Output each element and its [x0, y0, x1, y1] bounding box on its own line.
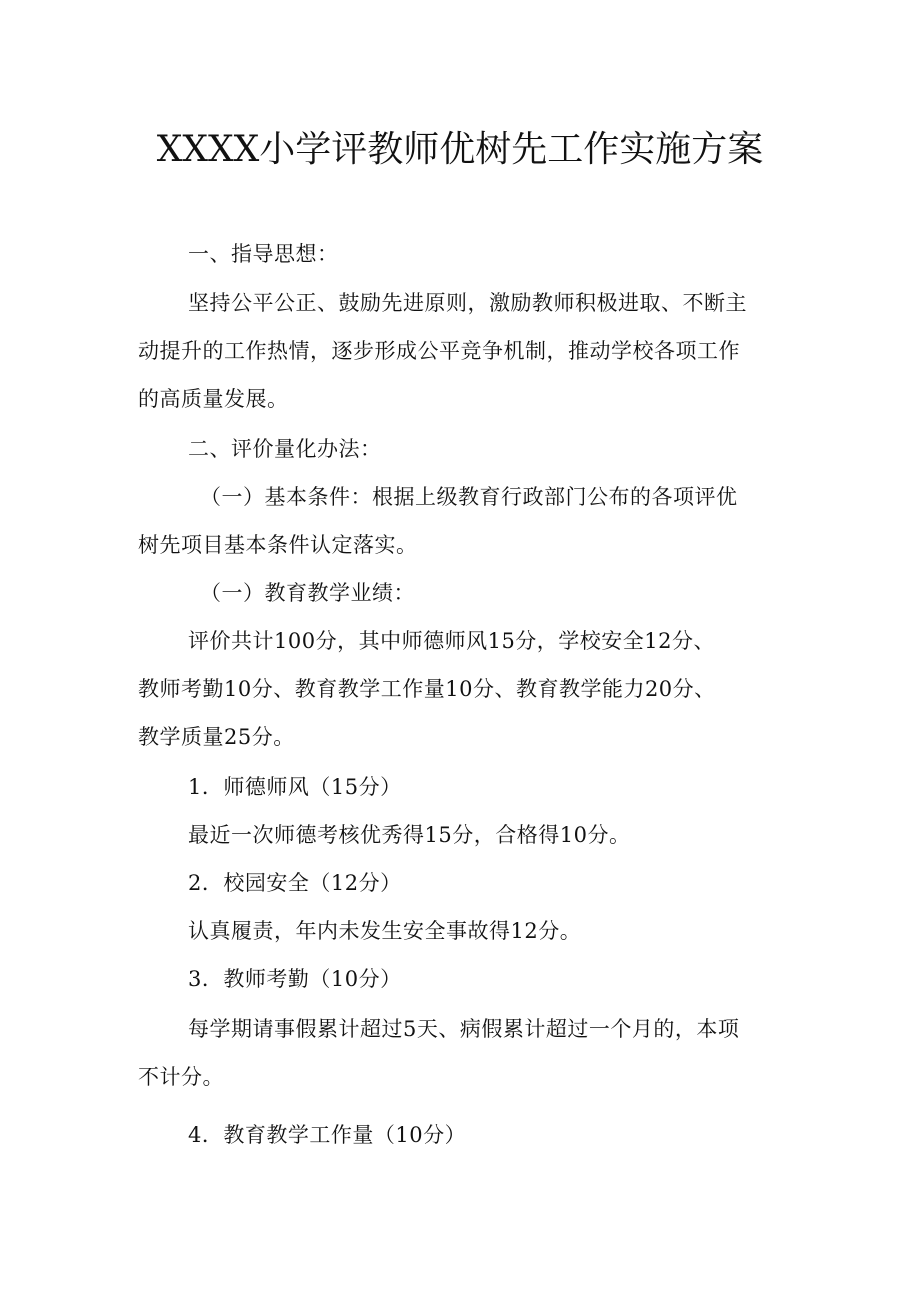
- paragraph-line: 动提升的工作热情，逐步形成公平竞争机制，推动学校各项工作: [138, 339, 740, 363]
- item-heading-ethics: 1．师德师风（15分）: [188, 775, 402, 799]
- section-heading-evaluation: 二、评价量化办法：: [188, 437, 382, 461]
- section-heading-guiding-thought: 一、指导思想：: [188, 242, 339, 266]
- paragraph-line: 教学质量25分。: [138, 725, 295, 749]
- item-heading-safety: 2．校园安全（12分）: [188, 871, 402, 895]
- paragraph-line: 认真履责，年内未发生安全事故得12分。: [188, 919, 582, 943]
- item-heading-attendance: 3．教师考勤（10分）: [188, 967, 402, 991]
- subsection-heading-performance: （一）教育教学业绩：: [200, 581, 415, 605]
- item-heading-workload: 4．教育教学工作量（10分）: [188, 1123, 467, 1147]
- paragraph-line: 最近一次师德考核优秀得15分，合格得10分。: [188, 823, 631, 847]
- paragraph-line: 坚持公平公正、鼓励先进原则，激励教师积极进取、不断主: [188, 291, 747, 315]
- paragraph-line: 树先项目基本条件认定落实。: [138, 533, 418, 557]
- paragraph-line: 教师考勤10分、教育教学工作量10分、教育教学能力20分、: [138, 677, 716, 701]
- document-title: XXXX小学评教师优树先工作实施方案: [156, 129, 764, 170]
- paragraph-line: 每学期请事假累计超过5天、病假累计超过一个月的，本项: [188, 1017, 740, 1041]
- paragraph-line: （一）基本条件：根据上级教育行政部门公布的各项评优: [200, 485, 738, 509]
- paragraph-line: 的高质量发展。: [138, 387, 289, 411]
- paragraph-line: 不计分。: [138, 1065, 224, 1089]
- paragraph-line: 评价共计100分，其中师德师风15分，学校安全12分、: [188, 629, 716, 653]
